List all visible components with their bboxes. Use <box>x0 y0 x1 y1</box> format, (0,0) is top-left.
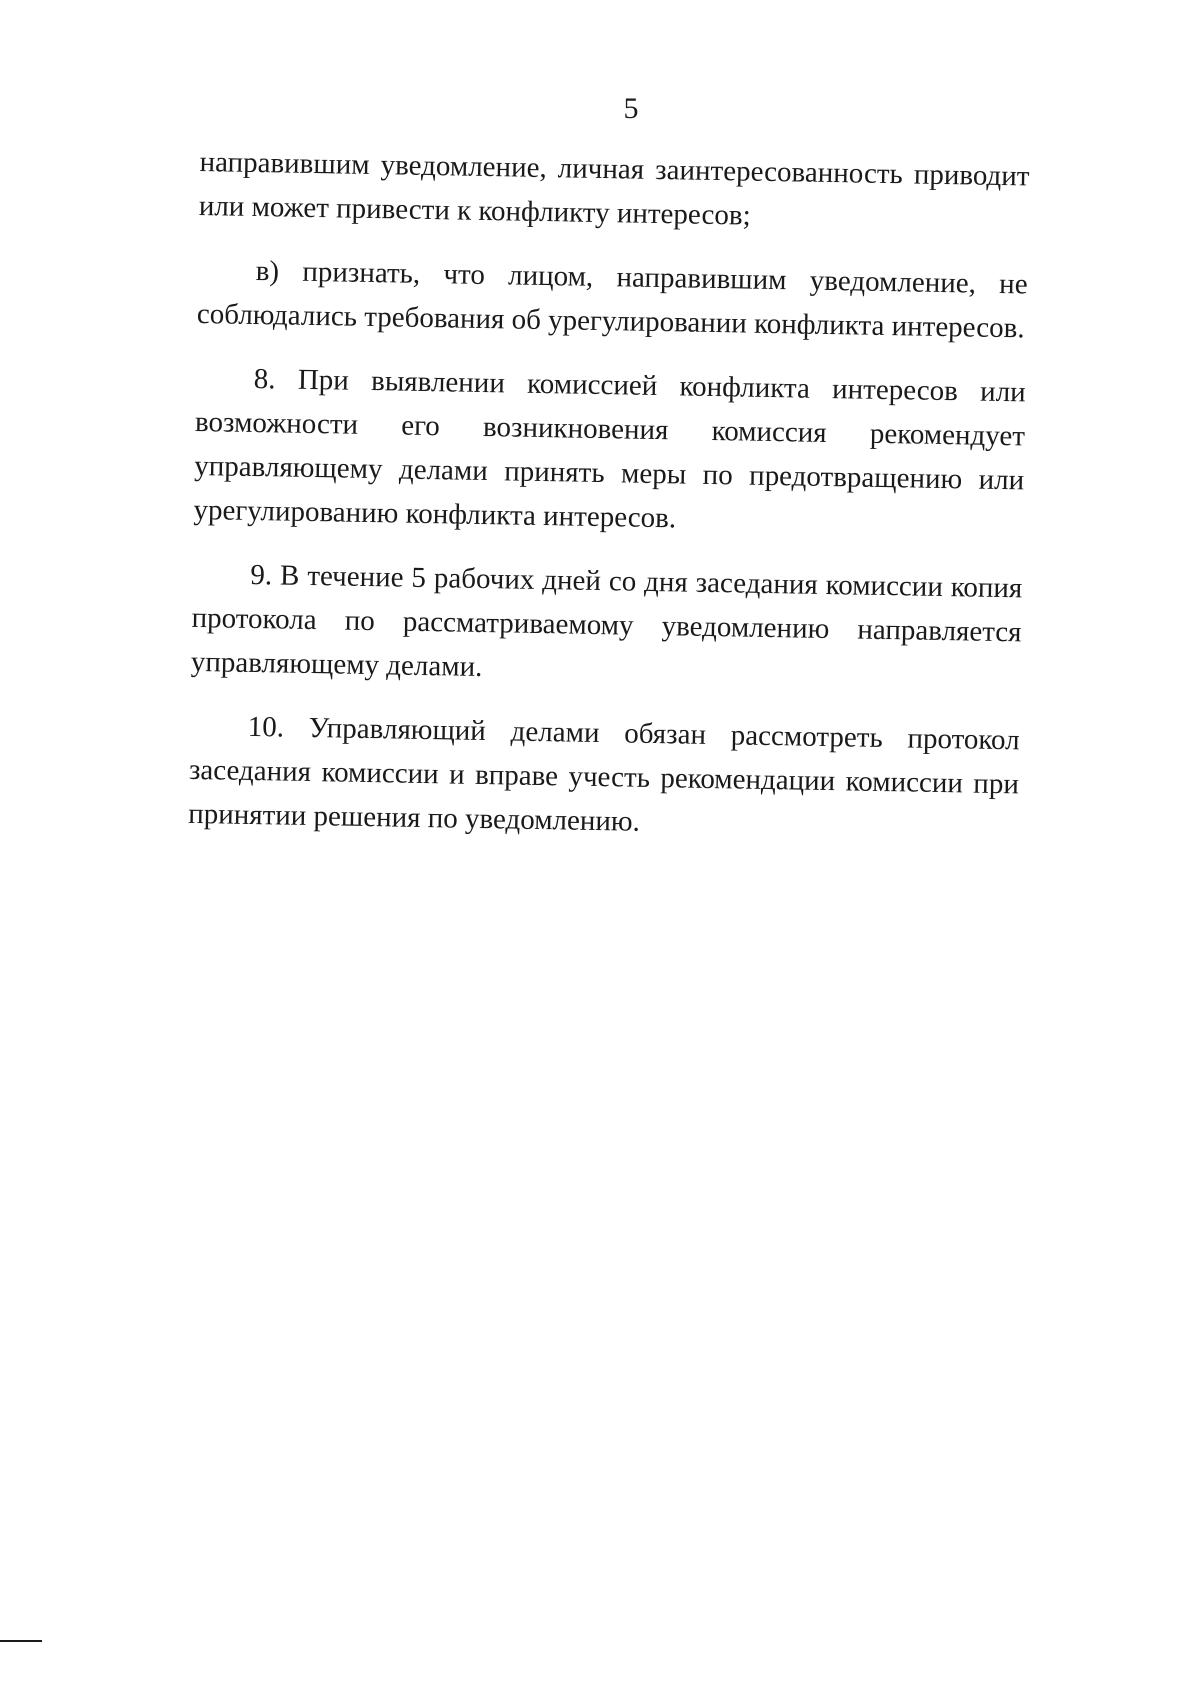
document-body <box>188 140 1030 870</box>
page-number: 5 <box>623 92 639 125</box>
paragraph-item-8: 8. При выявлении комиссией конфликта интересов или возможности его возникновения комиссия рекомендует управляющему делами принять меры по предотвращению или урегулированию конфликта интересов. <box>193 362 1026 535</box>
scan-edge-mark <box>0 1640 42 1642</box>
paragraph-item-v: в) признать, что лицом, направившим уведомление, не соблюдались требования об урегулировании конфликта интересов. <box>196 254 1028 345</box>
paragraph-item-9: 9. В течение 5 рабочих дней со дня заседания комиссии копия протокола по рассматриваемому уведомлению направляется управляющему делами. <box>190 558 1023 684</box>
paragraph-continuation: направившим уведомление, личная заинтересованность приводит или может привести к конфликту интересов; <box>198 145 1030 232</box>
paragraph-item-10: 10. Управляющий делами обязан рассмотреть протокол заседания комиссии и вправе учесть рекомендации комиссии при принятии решения по уведомлению. <box>187 710 1020 838</box>
